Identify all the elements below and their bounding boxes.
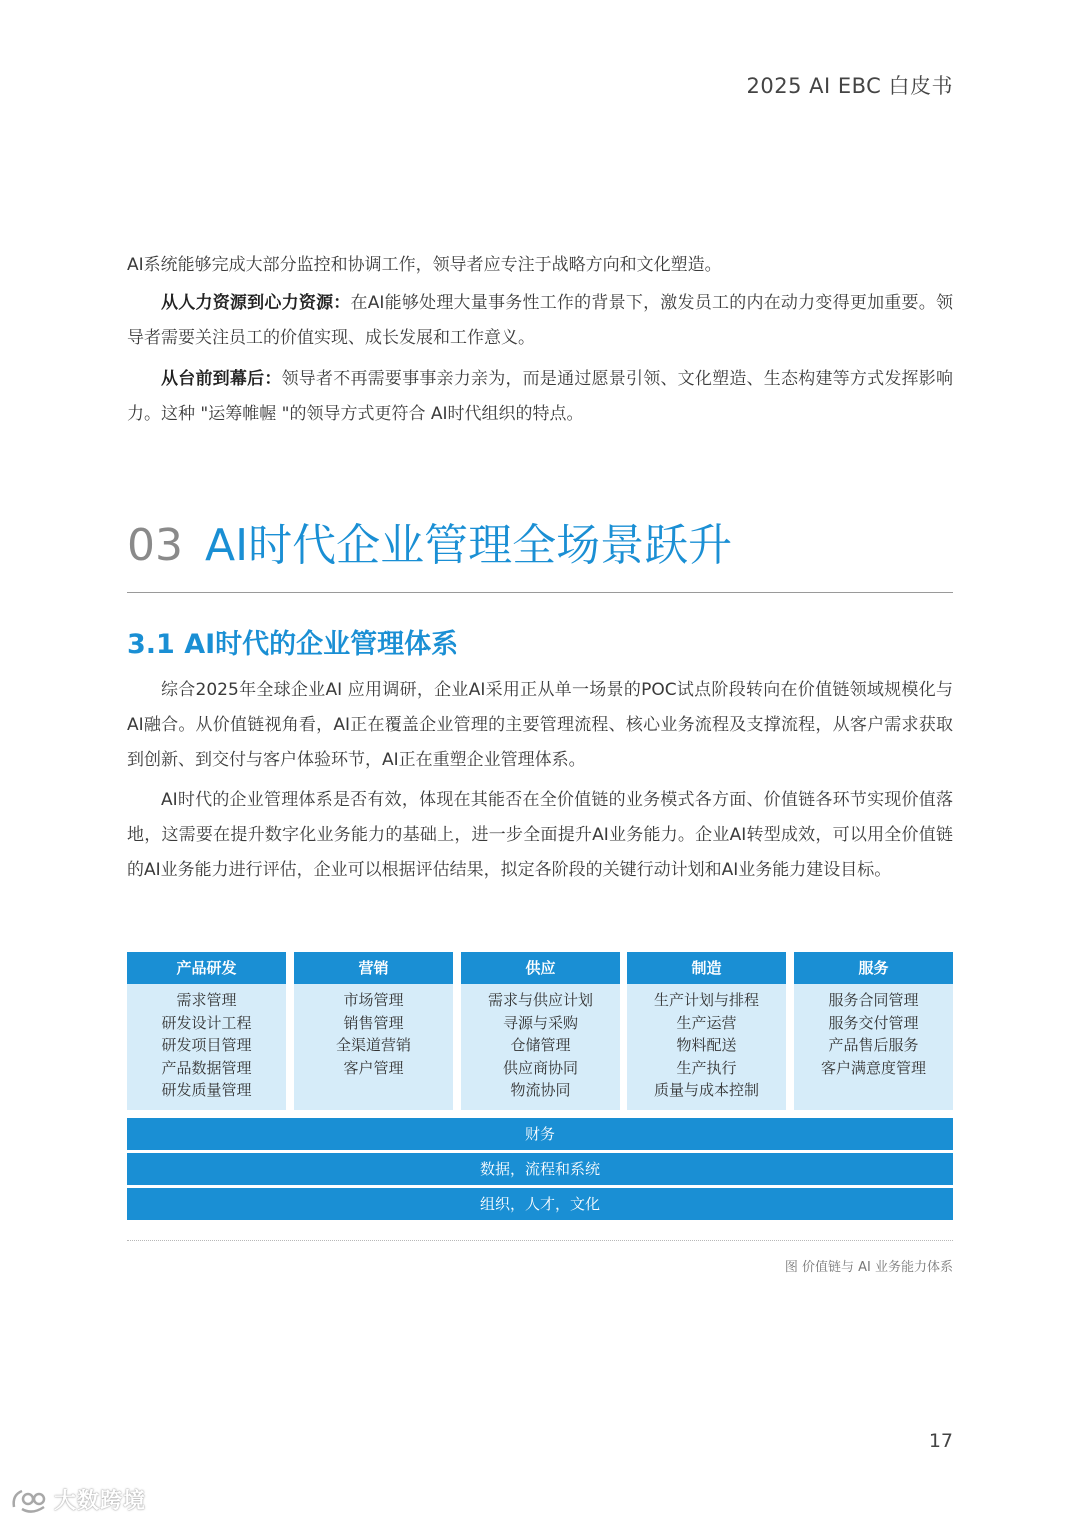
column-header: 产品研发 [127, 952, 286, 984]
finance-bar: 财务 [127, 1118, 953, 1150]
intro-paragraph-2-lead: 从人力资源到心力资源： [161, 293, 351, 313]
figure-caption: 图 价值链与 AI 业务能力体系 [784, 1260, 953, 1275]
column-item: 质量与成本控制 [653, 1081, 759, 1099]
data-process-systems-bar: 数据，流程和系统 [127, 1153, 953, 1185]
column-service [794, 952, 953, 1110]
intro-paragraph-3-lead: 从台前到幕后： [161, 369, 282, 389]
column-item: 供应商协同 [502, 1058, 578, 1077]
column-item: 服务交付管理 [828, 1013, 919, 1032]
column-product-rd [127, 952, 286, 1110]
intro-paragraph-1: AI系统能够完成大部分监控和协调工作，领导者应专注于战略方向和文化塑造。 [127, 255, 722, 275]
column-item: 研发设计工程 [161, 1013, 252, 1032]
page-number: 17 [928, 1430, 953, 1452]
column-items [627, 984, 786, 1102]
column-items [127, 984, 286, 1102]
column-item: 物料配送 [676, 1036, 737, 1054]
caption-divider [127, 1240, 953, 1241]
value-chain-diagram [127, 952, 953, 1220]
column-item: 物流协同 [510, 1081, 571, 1099]
column-item: 产品售后服务 [828, 1036, 919, 1054]
section-divider [127, 592, 953, 593]
column-item: 客户管理 [343, 1058, 404, 1077]
intro-paragraph-2-text: 在AI能够处理大量事务性工作的背景下，激发员工的内在动力变得更加重要。领导者需要关注员工的价值实现、成长发展和工作意义。 [127, 293, 953, 348]
column-item: 寻源与采购 [502, 1013, 578, 1032]
column-item: 服务合同管理 [828, 991, 919, 1009]
column-item: 研发项目管理 [161, 1036, 252, 1054]
section-heading [127, 515, 732, 577]
column-item: 需求与供应计划 [487, 991, 593, 1009]
column-items [461, 984, 620, 1102]
column-item: 生产计划与排程 [653, 991, 759, 1009]
organization-talent-culture-bar: 组织，人才，文化 [127, 1188, 953, 1220]
column-item: 需求管理 [176, 991, 237, 1009]
section-number: 03 [127, 520, 183, 571]
column-item: 市场管理 [343, 991, 404, 1009]
intro-paragraph-3 [127, 362, 953, 432]
column-item: 销售管理 [343, 1013, 404, 1032]
column-header: 服务 [794, 952, 953, 984]
column-item: 生产执行 [676, 1058, 737, 1077]
watermark [10, 1484, 146, 1515]
watermark-logo-icon [10, 1485, 50, 1515]
section-title: AI时代企业管理全场景跃升 [205, 520, 733, 571]
column-manufacturing [627, 952, 786, 1110]
column-item: 研发质量管理 [161, 1081, 252, 1099]
body-paragraph-2: AI时代的企业管理体系是否有效，体现在其能否在全价值链的业务模式各方面、价值链各环节实现价值落地，这需要在提升数字化业务能力的基础上，进一步全面提升AI业务能力。企业AI转型成效，可以用全价值链的AI业务能力进行评估，企业可以根据评估结果，拟定各阶段的关键行动计划和AI业务能力建设目标。 [127, 790, 953, 880]
column-item: 客户满意度管理 [820, 1058, 926, 1077]
header-title: 2025 AI EBC 白皮书 [746, 74, 953, 98]
intro-paragraph-3-text: 领导者不再需要事事亲力亲为，而是通过愿景引领、文化塑造、生态构建等方式发挥影响力。这种 "运筹帷幄 "的领导方式更符合 AI时代组织的特点。 [127, 369, 954, 424]
column-item: 全渠道营销 [335, 1036, 411, 1054]
watermark-text: 大数跨境 [54, 1489, 147, 1514]
column-header: 营销 [294, 952, 453, 984]
column-header: 供应 [461, 952, 620, 984]
column-item: 产品数据管理 [161, 1058, 252, 1077]
body-paragraph-1: 综合2025年全球企业AI 应用调研，企业AI采用正从单一场景的POC试点阶段转向在价值链领域规模化与AI融合。从价值链视角看，AI正在覆盖企业管理的主要管理流程、核心业务流程及支撑流程，从客户需求获取到创新、到交付与客户体验环节，AI正在重塑企业管理体系。 [127, 680, 953, 770]
subsection-title: 3.1 AI时代的企业管理体系 [127, 629, 459, 660]
column-header: 制造 [627, 952, 786, 984]
intro-paragraph-2 [127, 286, 953, 356]
column-marketing [294, 952, 453, 1110]
column-items [294, 984, 453, 1079]
column-items [794, 984, 953, 1079]
column-supply [461, 952, 620, 1110]
column-item: 生产运营 [676, 1013, 737, 1032]
column-item: 仓储管理 [510, 1036, 571, 1054]
